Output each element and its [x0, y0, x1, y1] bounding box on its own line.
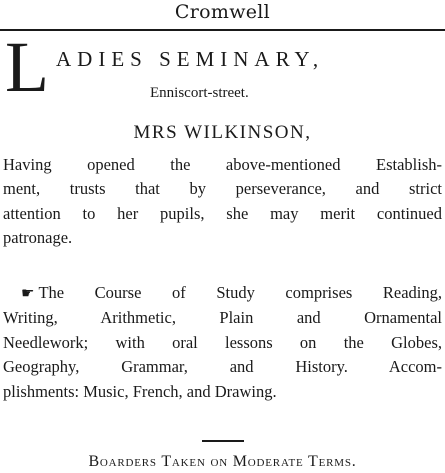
drop-cap-letter: L — [5, 27, 49, 107]
paragraph-line: Writing, Arithmetic, Plain and Ornamental — [3, 308, 442, 328]
course-paragraph — [3, 281, 442, 404]
ad-title: ADIES SEMINARY, — [56, 47, 325, 71]
short-divider — [202, 440, 244, 442]
pointing-hand-icon: ☛ — [21, 286, 35, 302]
intro-paragraph — [3, 153, 442, 251]
ad-address: Enniscort-street. — [150, 85, 249, 101]
paragraph-line: plishments: Music, French, and Drawing. — [3, 381, 277, 401]
newspaper-town-heading: Cromwell — [174, 1, 271, 23]
top-divider — [0, 29, 445, 31]
paragraph-line: Having opened the above-mentioned Establish- — [3, 155, 442, 174]
paragraph-line: Needlework; with oral lessons on the Globes, — [3, 332, 442, 352]
paragraph-line: ment, trusts that by perseverance, and strict — [3, 179, 442, 199]
ad-footer: Boarders Taken on Moderate Terms. — [88, 453, 357, 470]
paragraph-line: patronage. — [3, 228, 73, 248]
paragraph-line: attention to her pupils, she may merit continued — [3, 203, 442, 223]
paragraph-line: Geography, Grammar, and History. Accom- — [3, 357, 442, 377]
proprietor-name: MRS WILKINSON, — [133, 122, 312, 143]
paragraph-line-first — [3, 281, 442, 306]
paragraph-line: The Course of Study comprises Reading, — [38, 283, 442, 302]
